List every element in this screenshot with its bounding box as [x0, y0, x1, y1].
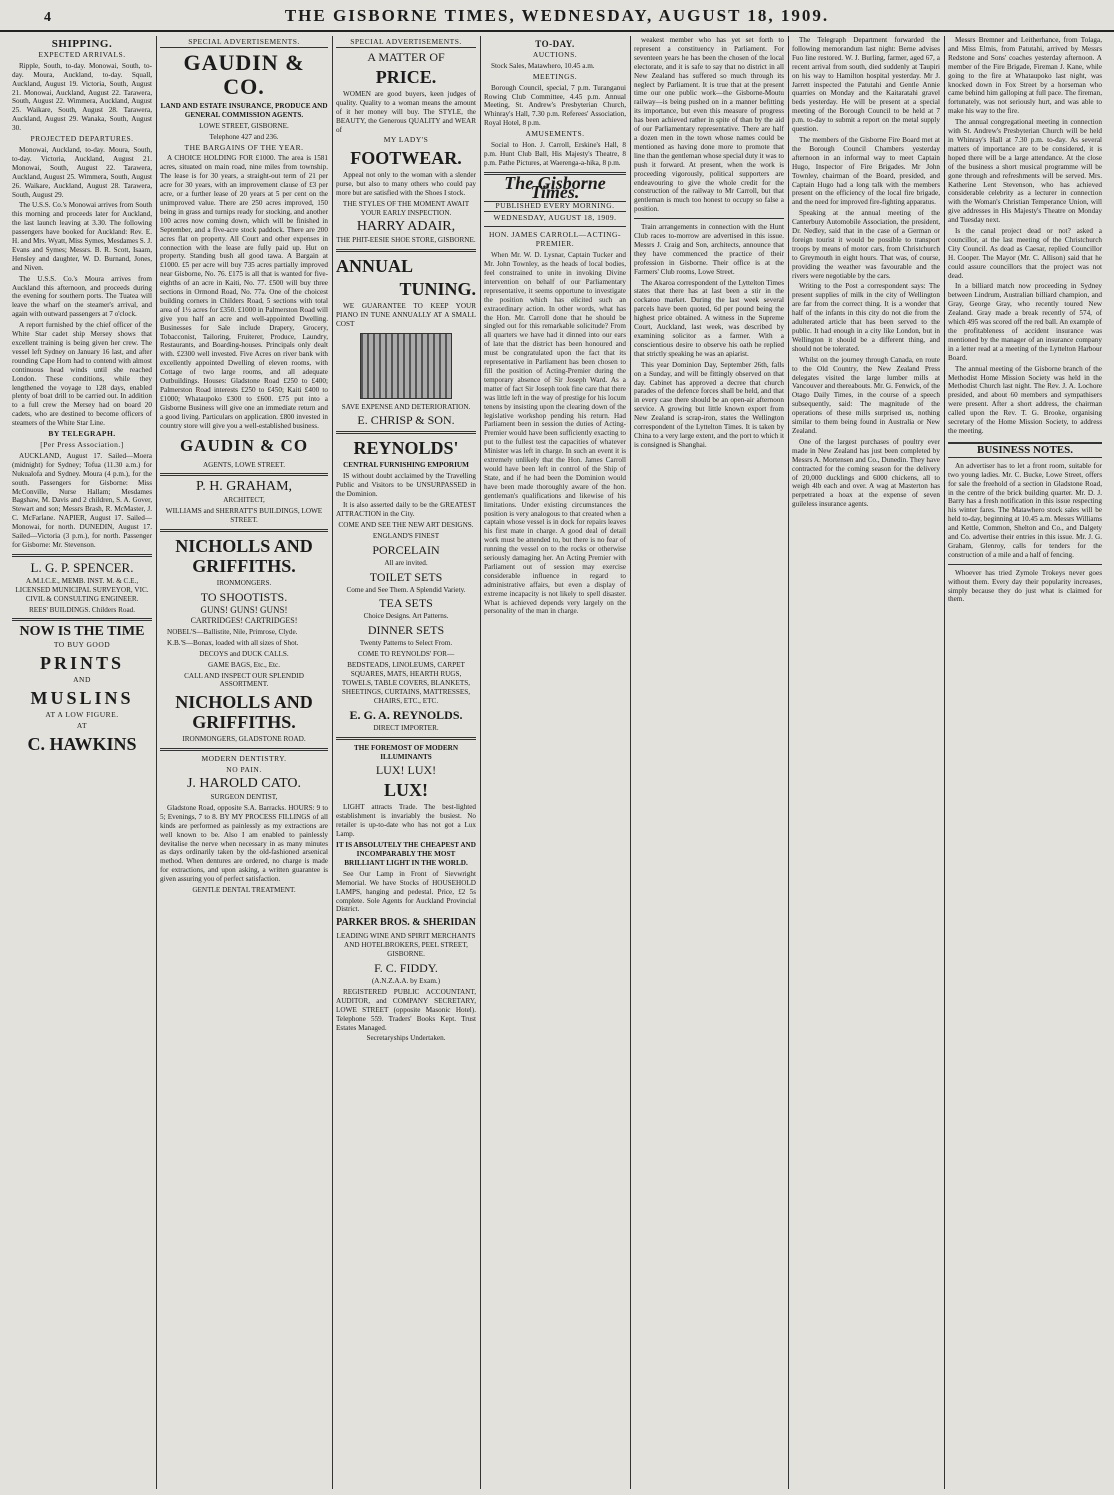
shipping-paragraph: The U.S.S. Co.'s Monowai arrives from South this morning and proceeds later for Auckland, the last launch leaving at 3.30. The following passengers have booked for Auckland: Rev. E. H. and Mrs. Wyatt, Miss Symes, Mesdames S. J. Evans and Symes; Messrs. B. R. Scott, Isaam, Hensley and daughter, W. D. Burnand, Jones, and Niven.: [12, 201, 152, 272]
toilet-sets-heading: TOILET SETS: [369, 569, 443, 584]
graham-name: P. H. GRAHAM,: [195, 479, 293, 495]
gaudin-services: LAND AND ESTATE INSURANCE, PRODUCE AND GENERAL COMMISSION AGENTS.: [160, 101, 328, 119]
nicholls-griffiths-name: NICHOLLS AND GRIFFITHS.: [175, 536, 313, 577]
inspect-line: CALL AND INSPECT OUR SPLENDID ASSORTMENT.: [184, 671, 304, 689]
closing-paragraph: Whoever has tried Zymole Trokeys never goes without them. Every day their popularity increases, simply because they do just what is claimed for them.: [948, 568, 1102, 604]
cartridges-line: CARTRIDGES! CARTRIDGES!: [190, 615, 298, 625]
come-to-line: COME TO REYNOLDS' FOR—: [357, 650, 455, 659]
leader-text: When Mr. W. D. Lysnar, Captain Tucker and Mr. John Townley, as the heads of local bodies, feel constrained to unite in invoking Divine intervention on behalf of our Parliamentary representative, it seems opportune to investigate the position which has elicited such an extraordinary action. In other words, what has the Hon. Mr. Carroll done that he should be singled out for this remarkable solicitude? From all quarters we have had it dinned into our ears of late that the district has been honoured and must be congratulated upon the fact that its representative in Parliament has been chosen to fill the position of Acting-Premier during the temporary absence of Sir Joseph Ward. As a matter of fact Sir Joseph took fine care that there was little left in the way of prestige for his locum tenens by insisting upon the clearing down of the legislative workshop pending his return. Had Parliament been in session the duties of Acting-Premier would have been sufficiently exacting to put to the fullest test the capacities of whatever Minister was left in charge. In such an event it is extremely unlikely that the Hon. James Carroll would have been left in control of the Ship of State, and if he had been the Dominion would have been made thoroughly aware of the hon. gentleman's qualifications and likewise of his limitations. Under existing circumstances the position is very analogous to that created when a captain whose vessel is in dock for repairs leaves his first mate in charge. A good deal of detail work must be attended to, but there is no fear of running the vessel on to the rocks or otherwise seriously damaging her. An Acting Premier with Parliament out of session may exercise considerable influence in regard to administrative affairs, but even a display of extreme incapacity is not likely to spell disaster. What is achieved depends very largely on the personality of the man in charge.: [484, 251, 626, 616]
spencer-address: REES' BUILDINGS. Childers Road.: [28, 605, 136, 614]
column-news-1: [634, 36, 784, 1491]
column-special-ads-2: [336, 36, 476, 1491]
business-notes-text: An advertiser has to let a front room, suitable for two young ladies. Mr. C. Bucke, Lowe Street, offers for sale the freehold of a section in Gladstone Road, in the centre of the brick building quarter. Mr. D. J. Barry has a fresh notification in this issue respecting his winter fares. The Matawhero stock sales will be held to-day, beginning at 10.45 a.m. Messrs Williams and Kettle, Common, Shelton and Co., and Dalgety and Co. advertise their entries in this issue. Mr. J. G. Graham, Glenroy, calls for tenders for the construction of a mile and a half of fencing.: [948, 461, 1102, 559]
telegraph-paragraph: AUCKLAND, August 17. Sailed—Moera (midnight) for Sydney; Tofua (11.30 a.m.) for Nukualofa and Sydney. Moura (4 p.m.), for the south. Passengers for Gisborne: Miss McConville, Nurse Hallam; Mesdames Bagshaw, M. Davis and 2 children, S. A. Gover, Stewart and son; Messrs Brash, R. McMaster, J. C. McFarlane. NAPIER, August 17. Sailed—Monowai, for north. DUNEDIN, August 17. Sailed—Victoria (3 p.m.), for north. Passenger for Gisborne: Mr. Stevenson.: [12, 451, 152, 549]
news-paragraph: Speaking at the annual meeting of the Canterbury Automobile Association, the president, Dr. Nedley, said that in the case of a German or foreign tourist it would be possible to transport troops by means of motor cars, from Christchurch to Greymouth in eight hours. That was, of course, providing the weather was favourable and the rivers were negotiable by the cars.: [792, 209, 940, 280]
paper-nameplate: The Gisborne Times.: [504, 172, 606, 202]
column-shipping: [12, 36, 152, 1491]
hawkins-prints: PRINTS: [39, 653, 124, 674]
matter-of-heading: A MATTER OF: [367, 49, 445, 64]
expected-arrivals-list: Ripple, South, to-day. Monowai, South, to-day. Moura, Auckland, to-day. Squall, Auckland, August 19. Victoria, South, August 21. Monowai, Auckland, August 22. Tarawera, South, August 22. Wimmera, Auckland, August 25. Waikare, South, August 28. Tarawera, Auckland, August 29. Wanaka, South, August 30.: [12, 61, 152, 133]
cato-footer: GENTLE DENTAL TREATMENT.: [192, 886, 296, 895]
no-pain-line: NO PAIN.: [226, 765, 262, 775]
emporium-heading: CENTRAL FURNISHING EMPORIUM: [343, 461, 469, 470]
leader-title: HON. JAMES CARROLL—ACTING-PREMIER.: [489, 230, 621, 249]
column-divider: [788, 36, 789, 1489]
column-editorial: [484, 36, 626, 1491]
column-divider: [630, 36, 631, 1489]
special-ads-heading: SPECIAL ADVERTISEMENTS.: [160, 38, 328, 48]
tea-sets-heading: TEA SETS: [379, 596, 433, 611]
expected-arrivals-heading: EXPECTED ARRIVALS.: [38, 49, 126, 59]
tuning-heading: TUNING.: [399, 278, 476, 299]
news-paragraph: The members of the Gisborne Fire Board met at the Borough Council Chambers yesterday afternoon in an informal way to meet Captain Hugo, Inspector of Fire Brigades. Mr John Townley, chairman of the Board, presided, and Captain Hugo had a long talk with the members present on the efficiency of the local fire brigade, and the need for improved fire-fighting apparatus.: [792, 135, 940, 207]
bargains-text: A CHOICE HOLDING FOR £1000. The area is 1581 acres, situated on main road, nine miles from township. The lease is for 30 years, a straight-out term of 21 per acre for 30 years, with an improvement clause of £3 per acre, or a further lease of 20 years at 5 per cent on the unimproved value. There are 250 acres improved, 150 being in grass and turnips ready for stocking, and another 100 acres now coming down, which will be finished in September, and a five-acre stock paddock. There are 200 acres flat on property. All Court and other expenses in connection with the lease are fully paid up. Hut on property. Standing bush all good tawa. A Bargain at £1000. £5 per acre will buy 735 acres partially improved near Gisborne, No. 76. £175 is all that is wanted for five-eighths of an acre in Kaiti, No. 77. £500 will buy three sections in Ormond Road, No. 77a. One of the choicest building corners in Childers Road, 5 sections with total area of 1½ acres for £350. £1000 in Palmerston Road will give you half an acre and well-appointed Dwelling. Businesses for Sale include Drapery, Grocery, Tobacconist, Tailoring, Fruiterer, Produce, Laundry, Restaurants, and Boarding-houses. Principals only dealt with. £2300 well invested. Five Acres on river bank with excellently appointed Dwelling of eleven rooms, with Cottage of two large rooms, and all adequate Outbuildings. Houses: Gladstone Road £250 to £400; Palmerston Road interests £250 to £450; Kaiti £400 to £1000; Whataupoko £300 to £600. £75 put into a Gisborne Business will give one an immediate return and a good living. Particulars on application. £800 invested in country store will give you a well-established business.: [160, 154, 328, 430]
news-paragraph: The annual meeting of the Gisborne branch of the Methodist Home Mission Society was held in the Methodist Church last night. The Rev. J. A. Lochore presided, and about 60 members and sympathisers were present. After a short address, the chairman called upon the Rev. T. G. Brooke, organising secretary of the Home Mission Society, to address the meeting.: [948, 364, 1102, 435]
footwear-heading: FOOTWEAR.: [350, 148, 462, 169]
spencer-name: L. G. P. SPENCER.: [30, 559, 134, 575]
divider: [336, 737, 476, 740]
divider: [336, 431, 476, 434]
cato-text: Gladstone Road, opposite S.A. Barracks. HOURS: 9 to 5; Evenings, 7 to 8. BY MY PROCESS FILLINGS of all kinds are performed as painlessly as my extractions are well known to be. Also I am enabled to painlessly devitalise the nerve when necessary in as many minutes as days ordinarily taken by the old-fashioned arsenical method. When dentures are ordered, no charge is made for extractions, and upon asking, a written guarantee is given assuring you of perfect satisfaction.: [160, 803, 328, 884]
hawkins-muslins: MUSLINS: [30, 688, 134, 709]
divider: [484, 226, 626, 227]
chrisp-name: E. CHRISP & SON.: [357, 413, 455, 428]
hawkins-text: AND: [73, 675, 91, 685]
finest-line: ENGLAND'S FINEST: [372, 531, 440, 540]
nicholls-griffiths-trade-2: IRONMONGERS, GLADSTONE ROAD.: [182, 735, 306, 744]
guns-line: GUNS! GUNS! GUNS!: [200, 605, 288, 616]
hawkins-name: C. HAWKINS: [27, 734, 137, 755]
telegraph-heading: BY TELEGRAPH.: [48, 429, 116, 439]
bargains-heading: THE BARGAINS OF THE YEAR.: [184, 142, 304, 152]
projected-departures-list: Monowai, Auckland, to-day. Moura, South, to-day. Victoria, Auckland, August 21. Monowai, South, August 22. Tarawera, Auckland, August 25. Wimmera, South, August 26. Waikare, Auckland, August 28. Tarawera, South, August 29.: [12, 145, 152, 199]
my-ladys-line: MY LADY'S: [383, 135, 429, 145]
news-paragraph: The Akaroa correspondent of the Lyttelton Times states that there has at last been a stir in the cockatoo market. During the last week several parcels have been quoted, 6d per pound being the highest price obtained. A witness in the Supreme Court, Auckland, last week, was described by examining solicitor as a farmer. With a conscientious desire to observe his oath he replied that strictly speaking he was an apiarist.: [634, 278, 784, 358]
press-association-note: [Per Press Association.]: [40, 439, 124, 449]
invited-line: All are invited.: [384, 558, 428, 567]
gaudin-telephone: Telephone 427 and 236.: [209, 132, 279, 141]
gaudin-address: LOWE STREET, GISBORNE.: [199, 121, 289, 130]
amusements-heading: AMUSEMENTS.: [525, 129, 585, 139]
shootists-heading: TO SHOOTISTS.: [200, 590, 288, 605]
special-ads-heading: SPECIAL ADVERTISEMENTS.: [336, 38, 476, 48]
light-text: LIGHT attracts Trade. The best-lighted establishment is invariably the busiest. No retailer is up-to-date who has not got a Lux Lamp.: [336, 803, 476, 839]
lux-heading: LUX!: [384, 780, 428, 801]
news-paragraph: weakest member who has yet set forth to represent a constituency in Parliament. For seventeen years he has been the chosen of the local electorate, and it is safe to say that no district in all New Zealand has suffered so much through its neglect by Parliament. It is true that at the present time our one public work—the Gisborne-Moutu railway—is being pushed on in a manner befitting its importance, but even this measure of progress has been achieved rather in spite of than by the aid of our Parliamentary representative. There are half a dozen men in the town whose names could be mentioned as having done more to promote that line than the gentleman whose special duty it was to push it forward. At present, when the work is proceeding vigorously, political supporters are endeavouring to give the whole credit for the construction of the railway to Mr Carroll, but that gentleman is much too honest to occupy so false a position.: [634, 36, 784, 214]
divider: [160, 748, 328, 751]
column-divider: [332, 36, 333, 1489]
gaudin-name-2: GAUDIN & CO: [179, 435, 309, 455]
divider: [12, 618, 152, 621]
parker-text: LEADING WINE AND SPIRIT MERCHANTS AND HOTELBROKERS, PEEL STREET, GISBORNE.: [336, 932, 476, 959]
meetings-text: Borough Council, special, 7 p.m. Turanganui Rowing Club Committee, 4.45 p.m. Annual Meeting, St. Andrew's Presbyterian Church, Whinray's Hall, 7.30 p.m. Referees' Association, Royal Hotel, 8 p.m.: [484, 83, 626, 128]
gaudin-name: GAUDIN & CO.: [183, 49, 305, 99]
column-divider: [156, 36, 157, 1489]
ega-reynolds-name: E. G. A. REYNOLDS.: [349, 707, 463, 722]
hawkins-text: TO BUY GOOD: [53, 640, 111, 650]
divider: [160, 529, 328, 532]
news-paragraph: One of the largest purchases of poultry ever made in New Zealand has just been completed by Messrs A. Mortensen and Co., Dunedin. They have contracted for the coming season for the delivery of 20,000 ducklings and 6000 chickens, all to weigh 4lb each and over. A wag at Masterton has perpetrated a hoax at the expense of seven guileless insurance agents.: [792, 437, 940, 509]
news-paragraph: Whilst on the journey through Canada, en route to the Old Country, the New Zealand Press delegates visited the large lumber mills at Vancouver and thereabouts. Mr. G. Fenwick, of the Otago Daily Times, in the course of a speech subsequently, said: The magnitude of the operations of these mills surprised us, nothing similar to them being found in Australia or New Zealand.: [792, 355, 940, 435]
adair-name: HARRY ADAIR,: [356, 218, 456, 234]
tea-sets-text: Choice Designs. Art Patterns.: [363, 612, 449, 621]
toilet-sets-text: Come and See Them. A Splendid Variety.: [346, 585, 466, 594]
new-art-line: COME AND SEE THE NEW ART DESIGNS.: [338, 520, 474, 529]
cheapest-line: IT IS ABSOLUTELY THE CHEAPEST AND INCOMPARABLY THE MOST BRILLIANT LIGHT IN THE WORLD.: [336, 841, 476, 867]
nicholls-griffiths-name-2: NICHOLLS AND GRIFFITHS.: [175, 692, 313, 733]
graham-title: ARCHITECT,: [223, 496, 265, 505]
hawkins-text: AT A LOW FIGURE.: [45, 710, 119, 720]
news-paragraph: This year Dominion Day, September 26th, falls on a Sunday, and will be fittingly observed on that day. Cabinet has approved a decree that church parades of the defence forces shall be held, and that in every case there should be an open-air afternoon service. A growing but little known export from New Zealand is scrap-iron, states the Wellington correspondent of the Lyttelton Times. It is taken by China to a very large extent, and the port to which it is consigned is Shanghai.: [634, 360, 784, 449]
column-news-3: [948, 36, 1102, 1491]
auctions-text: Stock Sales, Matawhero, 10.45 a.m.: [491, 61, 595, 70]
dinner-sets-heading: DINNER SETS: [367, 623, 445, 638]
news-paragraph: Train arrangements in connection with the Hunt Club races to-morrow are advertised in this issue. Messrs J. Craig and Son, architects, announce that they have commenced the practice of their profession in Gisborne. Their office is at the Farmers' Club rooms, Lowe Street.: [634, 223, 784, 276]
gaudin-agents: AGENTS, LOWE STREET.: [202, 460, 286, 469]
news-paragraph: Writing to the Post a correspondent says: The present supplies of milk in the city of Wellington are far from the correct thing. It is a wonder that half of the infants in this city do not die from the adulterated article that has been served to the public. It had enough in a city like London, but in Wellington it should be a different thing, and should not be tolerated.: [792, 282, 940, 353]
today-heading: TO-DAY.: [535, 39, 575, 49]
fiddy-footer: Secretaryships Undertaken.: [366, 1034, 446, 1043]
spencer-qualifications: A.M.I.C.E., MEMB. INST. M. & C.E., LICENSED MUNICIPAL SURVEYOR, VIC. CIVIL & CONSULTING ENGINEER.: [15, 576, 149, 603]
news-paragraph: The Telegraph Department forwarded the following memorandum last night: Berne advises Fuo line restored. W. J. Burling, farmer, aged 67, a recent arrival from south, died suddenly at Taupiri on his way to Hamilton hospital yesterday. Mr J. Jarrett inspected the Patutahi and Gentle Annie quarries on Monday and the Kaitaratahi gravel beds yesterday. He will be present at a special meeting of the Borough Council to be held at 7 p.m. to-day to submit a report on the metal supply question.: [792, 36, 940, 134]
emporium-text: IS without doubt acclaimed by the Travelling Public and Visitors to be UNSURPASSED in the Dominion.: [336, 472, 476, 499]
masthead: [0, 0, 1114, 32]
women-text: WOMEN are good buyers, keen judges of quality. Quality to a woman means the amount of it her money will buy. The STYLE, the BEAUTY, the Generous QUALITY and WEAR of: [336, 89, 476, 134]
shipping-paragraph: A report furnished by the chief officer of the White Star cadet ship Mersey shows that excellent training is being given her crew. The vessel left Sydney on January 16 last, and after rounding Cape Horn had to contend with almost continuous head winds until she reached London. These conditions, while they lengthened the voyage to 128 days, enabled plenty of boat drill to be carried out. In addition to a full crew the Mersey had on board 20 cadets, who are destined to become officers of steamers of the White Star Line.: [12, 321, 152, 428]
meetings-heading: MEETINGS.: [532, 71, 578, 81]
nobels-line: NOBEL'S—Ballistite, Nile, Primrose, Clyde.: [167, 627, 298, 636]
projected-departures-heading: PROJECTED DEPARTURES.: [30, 134, 134, 144]
game-bags-line: GAME BAGS, Etc., Etc.: [207, 660, 281, 669]
news-paragraph: Messrs Bremner and Leitherhance, from Tolaga, and Miss Elmis, from Patutahi, arrived by Messrs Redstone and Sons' coaches yesterday afternoon. A member of the Fire Brigade, Fireman J. Kane, while going to the fire at Whataupoko last night, was knocked down in Fox Street by a horseman who came behind him galloping at full pace. The fireman, fortunately, was not seriously hurt, and was able to make his way to the fire.: [948, 36, 1102, 116]
parker-name: PARKER BROS. & SHERIDAN: [336, 917, 476, 929]
newspaper-title: THE GISBORNE TIMES, WEDNESDAY, AUGUST 18, 1909.: [284, 6, 830, 25]
column-news-2: [792, 36, 940, 1491]
shipping-heading: SHIPPING.: [51, 38, 113, 50]
price-heading: PRICE.: [375, 66, 437, 87]
annual-heading: ANNUAL: [336, 255, 414, 276]
cato-name: J. HAROLD CATO.: [186, 776, 302, 792]
news-paragraph: The annual congregational meeting in connection with St. Andrew's Presbyterian Church will be held in Whinray's Hall at 7.30 p.m. to-day. As several matters of importance are to be considered, it is hoped there will be a large attendance. At the close of the business a short musical programme will be gone through and refreshments will be served. Mrs. Katherine Lent Stevenson, who has achieved considerable celebrity as a lecturer in connection with the Woman's Christian Temperance Union, will give addresses in His Majesty's Theatre on Monday and Tuesday next.: [948, 118, 1102, 225]
nicholls-griffiths-trade: IRONMONGERS.: [216, 579, 272, 588]
auctions-heading: AUCTIONS.: [532, 49, 578, 59]
goods-list: BEDSTEADS, LINOLEUMS, CARPET SQUARES, MATS, HEARTH RUGS, TOWELS, TABLE COVERS, BLANKETS, SHEETINGS, CURTAINS, MATTRESSES, CHAIRS, ETC., ETC.: [341, 661, 471, 705]
appeal-text: Appeal not only to the woman with a slender purse, but also to many others who could pay more but are satisfied with the Shoes I stock.: [336, 171, 476, 198]
porcelain-heading: PORCELAIN: [372, 542, 440, 557]
graham-address: WILLIAMS and SHERRATT'S BUILDINGS, LOWE STREET.: [165, 507, 323, 525]
dentistry-heading: MODERN DENTISTRY.: [201, 754, 287, 764]
column-special-ads-1: [160, 36, 328, 1491]
divider: [160, 473, 328, 476]
divider: [12, 554, 152, 557]
importer-line: DIRECT IMPORTER.: [373, 723, 439, 732]
lux-line: LUX! LUX!: [375, 763, 437, 778]
dinner-sets-text: Twenty Patterns to Select From.: [359, 639, 453, 648]
cato-title: SURGEON DENTIST,: [210, 793, 278, 802]
illuminants-heading: THE FOREMOST OF MODERN ILLUMINANTS: [353, 743, 459, 761]
shipping-paragraph: The U.S.S. Co.'s Moura arrives from Auckland this afternoon, and proceeds during the evening for southern ports. The Tuatea will leave the wharf on the steamer's arrival, and again with outward passengers at 7 o'clock.: [12, 274, 152, 319]
hawkins-headline: NOW IS THE TIME: [19, 624, 145, 640]
tuning-text: WE GUARANTEE TO KEEP YOUR PIANO IN TUNE ANNUALLY AT A SMALL COST: [336, 301, 476, 328]
amusements-text: Social to Hon. J. Carroll, Erskine's Hall, 8 p.m. Hunt Club Ball, His Majesty's Theatre, 8 p.m. Pathe Pictures, at Waerenga-a-hika, 8 p.m.: [484, 141, 626, 167]
styles-line: THE STYLES OF THE MOMENT AWAIT YOUR EARLY INSPECTION.: [342, 200, 470, 217]
column-divider: [480, 36, 481, 1489]
adair-shop: THE PHIT-EESIE SHOE STORE, GISBORNE.: [336, 235, 476, 244]
news-paragraph: Is the canal project dead or not? asked a councillor, at the last meeting of the Christchurch City Council. As dead as Caesar, replied Councillor H. Cooper. The Mayor (Mr. C. Allison) said that he could assure councillors that the project was not dead.: [948, 227, 1102, 280]
attraction-text: It is also asserted daily to be the GREATEST ATTRACTION in the City.: [336, 501, 476, 518]
decoys-line: DECOYS and DUCK CALLS.: [199, 649, 289, 658]
save-expense-line: SAVE EXPENSE AND DETERIORATION.: [341, 402, 471, 411]
divider: [948, 564, 1102, 565]
fiddy-qualification: (A.N.Z.A.A. by Exam.): [371, 977, 441, 986]
page-number: 4: [44, 10, 51, 25]
reynolds-name: REYNOLDS': [353, 438, 459, 459]
hawkins-text: AT: [76, 721, 88, 731]
kbs-line: K.B.'S—Bonax, loaded with all sizes of Shot.: [167, 638, 299, 647]
issue-date: WEDNESDAY, AUGUST 18, 1909.: [493, 212, 617, 222]
news-paragraph: In a billiard match now proceeding in Sydney between Lindrum, Australian billiard champion, and Gray, George Gray, who recently toured New Zealand. Gray made a break recently of 574, of which 495 was scored off the red ball. An example of the profitableness of accident insurance was mentioned by the manager of an insurance company in a letter read at a meeting of the Lyttelton Harbour Board.: [948, 282, 1102, 362]
divider: [336, 249, 476, 252]
fiddy-name: F. C. FIDDY.: [374, 961, 438, 976]
piano-illustration: [360, 333, 452, 399]
divider: [634, 218, 784, 219]
published-line: PUBLISHED EVERY MORNING.: [484, 201, 626, 212]
fiddy-text: REGISTERED PUBLIC ACCOUNTANT, AUDITOR, and COMPANY SECRETARY, LOWE STREET (opposite Masonic Hotel). Telephone 559. Traders' Books Kept. Trust Estates Managed.: [336, 987, 476, 1032]
business-notes-heading: BUSINESS NOTES.: [948, 442, 1102, 458]
column-divider: [944, 36, 945, 1489]
lamp-text: See Our Lamp in Front of Sievwright Memorial. We have Stocks of HOUSEHOLD LAMPS, hanging and pedestal. Price, £2 5s complete. Sole Agents for Auckland Provincial District.: [336, 869, 476, 914]
